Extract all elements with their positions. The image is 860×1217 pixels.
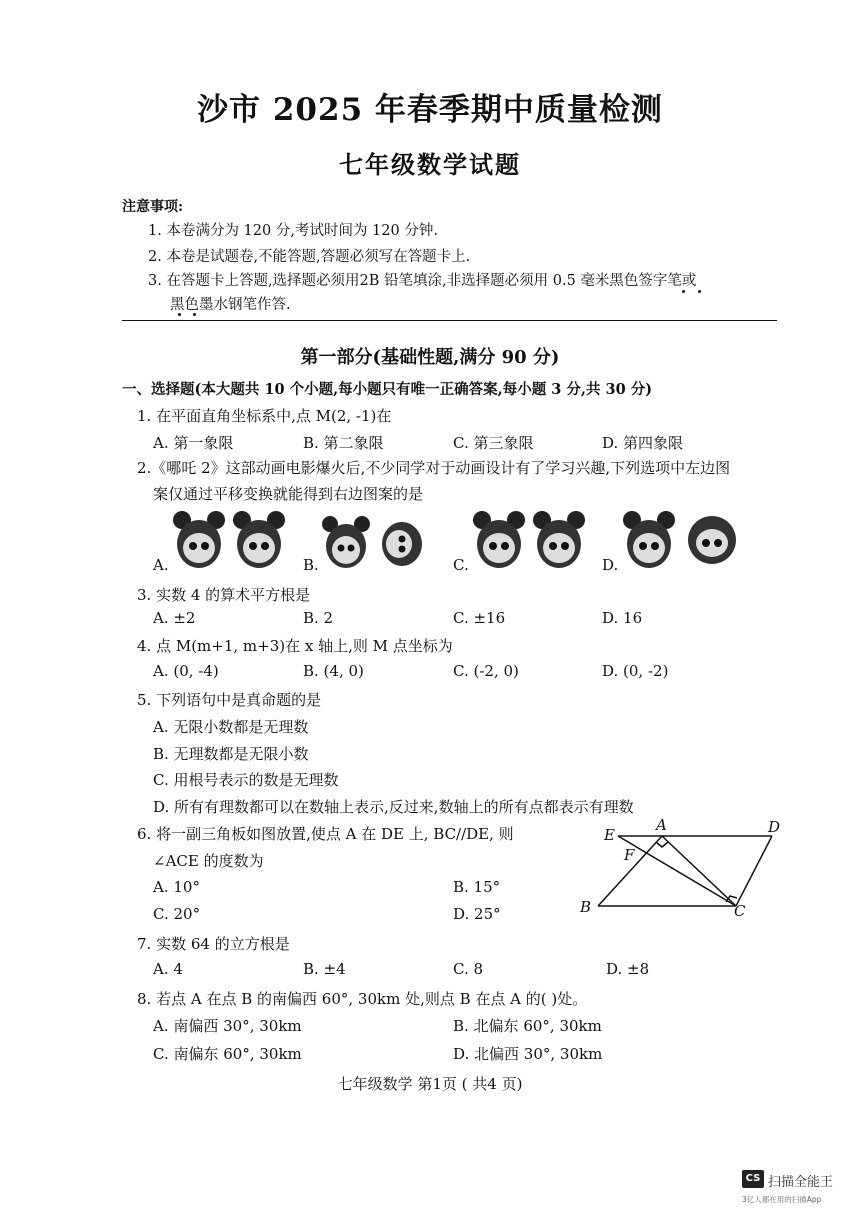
option: C. 20°: [153, 905, 201, 923]
question-5: 5. 下列语句中是真命题的是: [137, 691, 322, 709]
section-heading: 一、选择题(本大题共 10 个小题,每小题只有唯一正确答案,每小题 3 分,共 30 分): [122, 381, 653, 398]
option: A. 南偏西 30°, 30km: [153, 1017, 302, 1035]
emphasis-dot: [178, 313, 181, 316]
option: B. 2: [303, 609, 334, 627]
option: C. ±16: [453, 609, 506, 627]
option: A. 4: [153, 960, 183, 978]
option: B. 北偏东 60°, 30km: [453, 1017, 602, 1035]
option: D. (0, -2): [602, 662, 669, 680]
option: B. ±4: [303, 960, 346, 978]
nezha-pair-d-image: [620, 508, 744, 572]
option: D.: [602, 556, 619, 574]
watermark-subtitle: 3亿人都在用的扫描App: [742, 1195, 822, 1204]
option: C. 用根号表示的数是无理数: [153, 771, 339, 789]
option: B.: [303, 556, 319, 574]
nezha-face: [173, 511, 225, 568]
option: A.: [153, 556, 169, 574]
nezha-pair-a-image: [170, 508, 290, 572]
option: B. 15°: [453, 878, 501, 896]
triangle-figure: [576, 814, 796, 924]
option: D. 第四象限: [602, 434, 684, 452]
question-7: 7. 实数 64 的立方根是: [137, 935, 290, 953]
point-label: D: [768, 818, 781, 836]
option: A. ±2: [153, 609, 196, 627]
exam-title: 沙市 2025 年春季期中质量检测: [197, 92, 663, 128]
notice-item: 3. 在答题卡上答题,选择题必须用2B 铅笔填涂,非选择题必须用 0.5 毫米黑色签字笔或: [148, 273, 697, 289]
option: A. (0, -4): [153, 662, 219, 680]
option: B. (4, 0): [303, 662, 364, 680]
option: C. 南偏东 60°, 30km: [153, 1045, 302, 1063]
page-footer: 七年级数学 第1页 ( 共4 页): [337, 1075, 523, 1093]
watermark-name: 扫描全能王: [768, 1175, 834, 1190]
option: D. 25°: [453, 905, 501, 923]
option: A. 10°: [153, 878, 200, 896]
point-label: A: [656, 816, 667, 834]
option: A. 无限小数都是无理数: [153, 718, 309, 736]
question-1: 1. 在平面直角坐标系中,点 M(2, -1)在: [137, 407, 392, 425]
nezha-pair-b-image: [318, 512, 430, 572]
emphasis-dot: [682, 290, 685, 293]
divider: [122, 320, 777, 321]
notice-heading: 注意事项:: [122, 199, 184, 215]
point-label: F: [624, 846, 635, 864]
option: D. 16: [602, 609, 643, 627]
question-8: 8. 若点 A 在点 B 的南偏西 60°, 30km 处,则点 B 在点 A 的( )处。: [137, 990, 588, 1008]
emphasis-dot: [698, 290, 701, 293]
question-3: 3. 实数 4 的算术平方根是: [137, 586, 311, 604]
option: A. 第一象限: [153, 434, 234, 452]
option: C. 第三象限: [453, 434, 534, 452]
notice-item: 1. 本卷满分为 120 分,考试时间为 120 分钟.: [148, 223, 438, 239]
option: B. 无理数都是无限小数: [153, 745, 309, 763]
question-6-cont: ∠ACE 的度数为: [153, 852, 264, 870]
option: D. ±8: [606, 960, 650, 978]
notice-item: 2. 本卷是试题卷,不能答题,答题必须写在答题卡上.: [148, 249, 471, 265]
question-4: 4. 点 M(m+1, m+3)在 x 轴上,则 M 点坐标为: [137, 637, 453, 655]
option: B. 第二象限: [303, 434, 384, 452]
option: C.: [453, 556, 469, 574]
point-label: E: [604, 826, 615, 844]
notice-item: 黑色墨水钢笔作答.: [170, 297, 291, 313]
question-2-cont: 案仅通过平移变换就能得到右边图案的是: [153, 485, 424, 503]
part-title: 第一部分(基础性题,满分 90 分): [300, 347, 560, 368]
option: C. 8: [453, 960, 484, 978]
point-label: B: [580, 898, 592, 916]
exam-subtitle: 七年级数学试题: [339, 150, 521, 179]
option: C. (-2, 0): [453, 662, 519, 680]
camscanner-logo-icon: CS: [742, 1170, 764, 1188]
question-6: 6. 将一副三角板如图放置,使点 A 在 DE 上, BC//DE, 则: [137, 825, 514, 843]
point-label: C: [734, 902, 746, 920]
emphasis-dot: [193, 313, 196, 316]
option: D. 北偏西 30°, 30km: [453, 1045, 603, 1063]
question-2: 2.《哪吒 2》这部动画电影爆火后,不少同学对于动画设计有了学习兴趣,下列选项中左边图: [137, 459, 731, 477]
option: D. 所有有理数都可以在数轴上表示,反过来,数轴上的所有点都表示有理数: [153, 798, 634, 816]
nezha-pair-c-image: [470, 508, 590, 572]
